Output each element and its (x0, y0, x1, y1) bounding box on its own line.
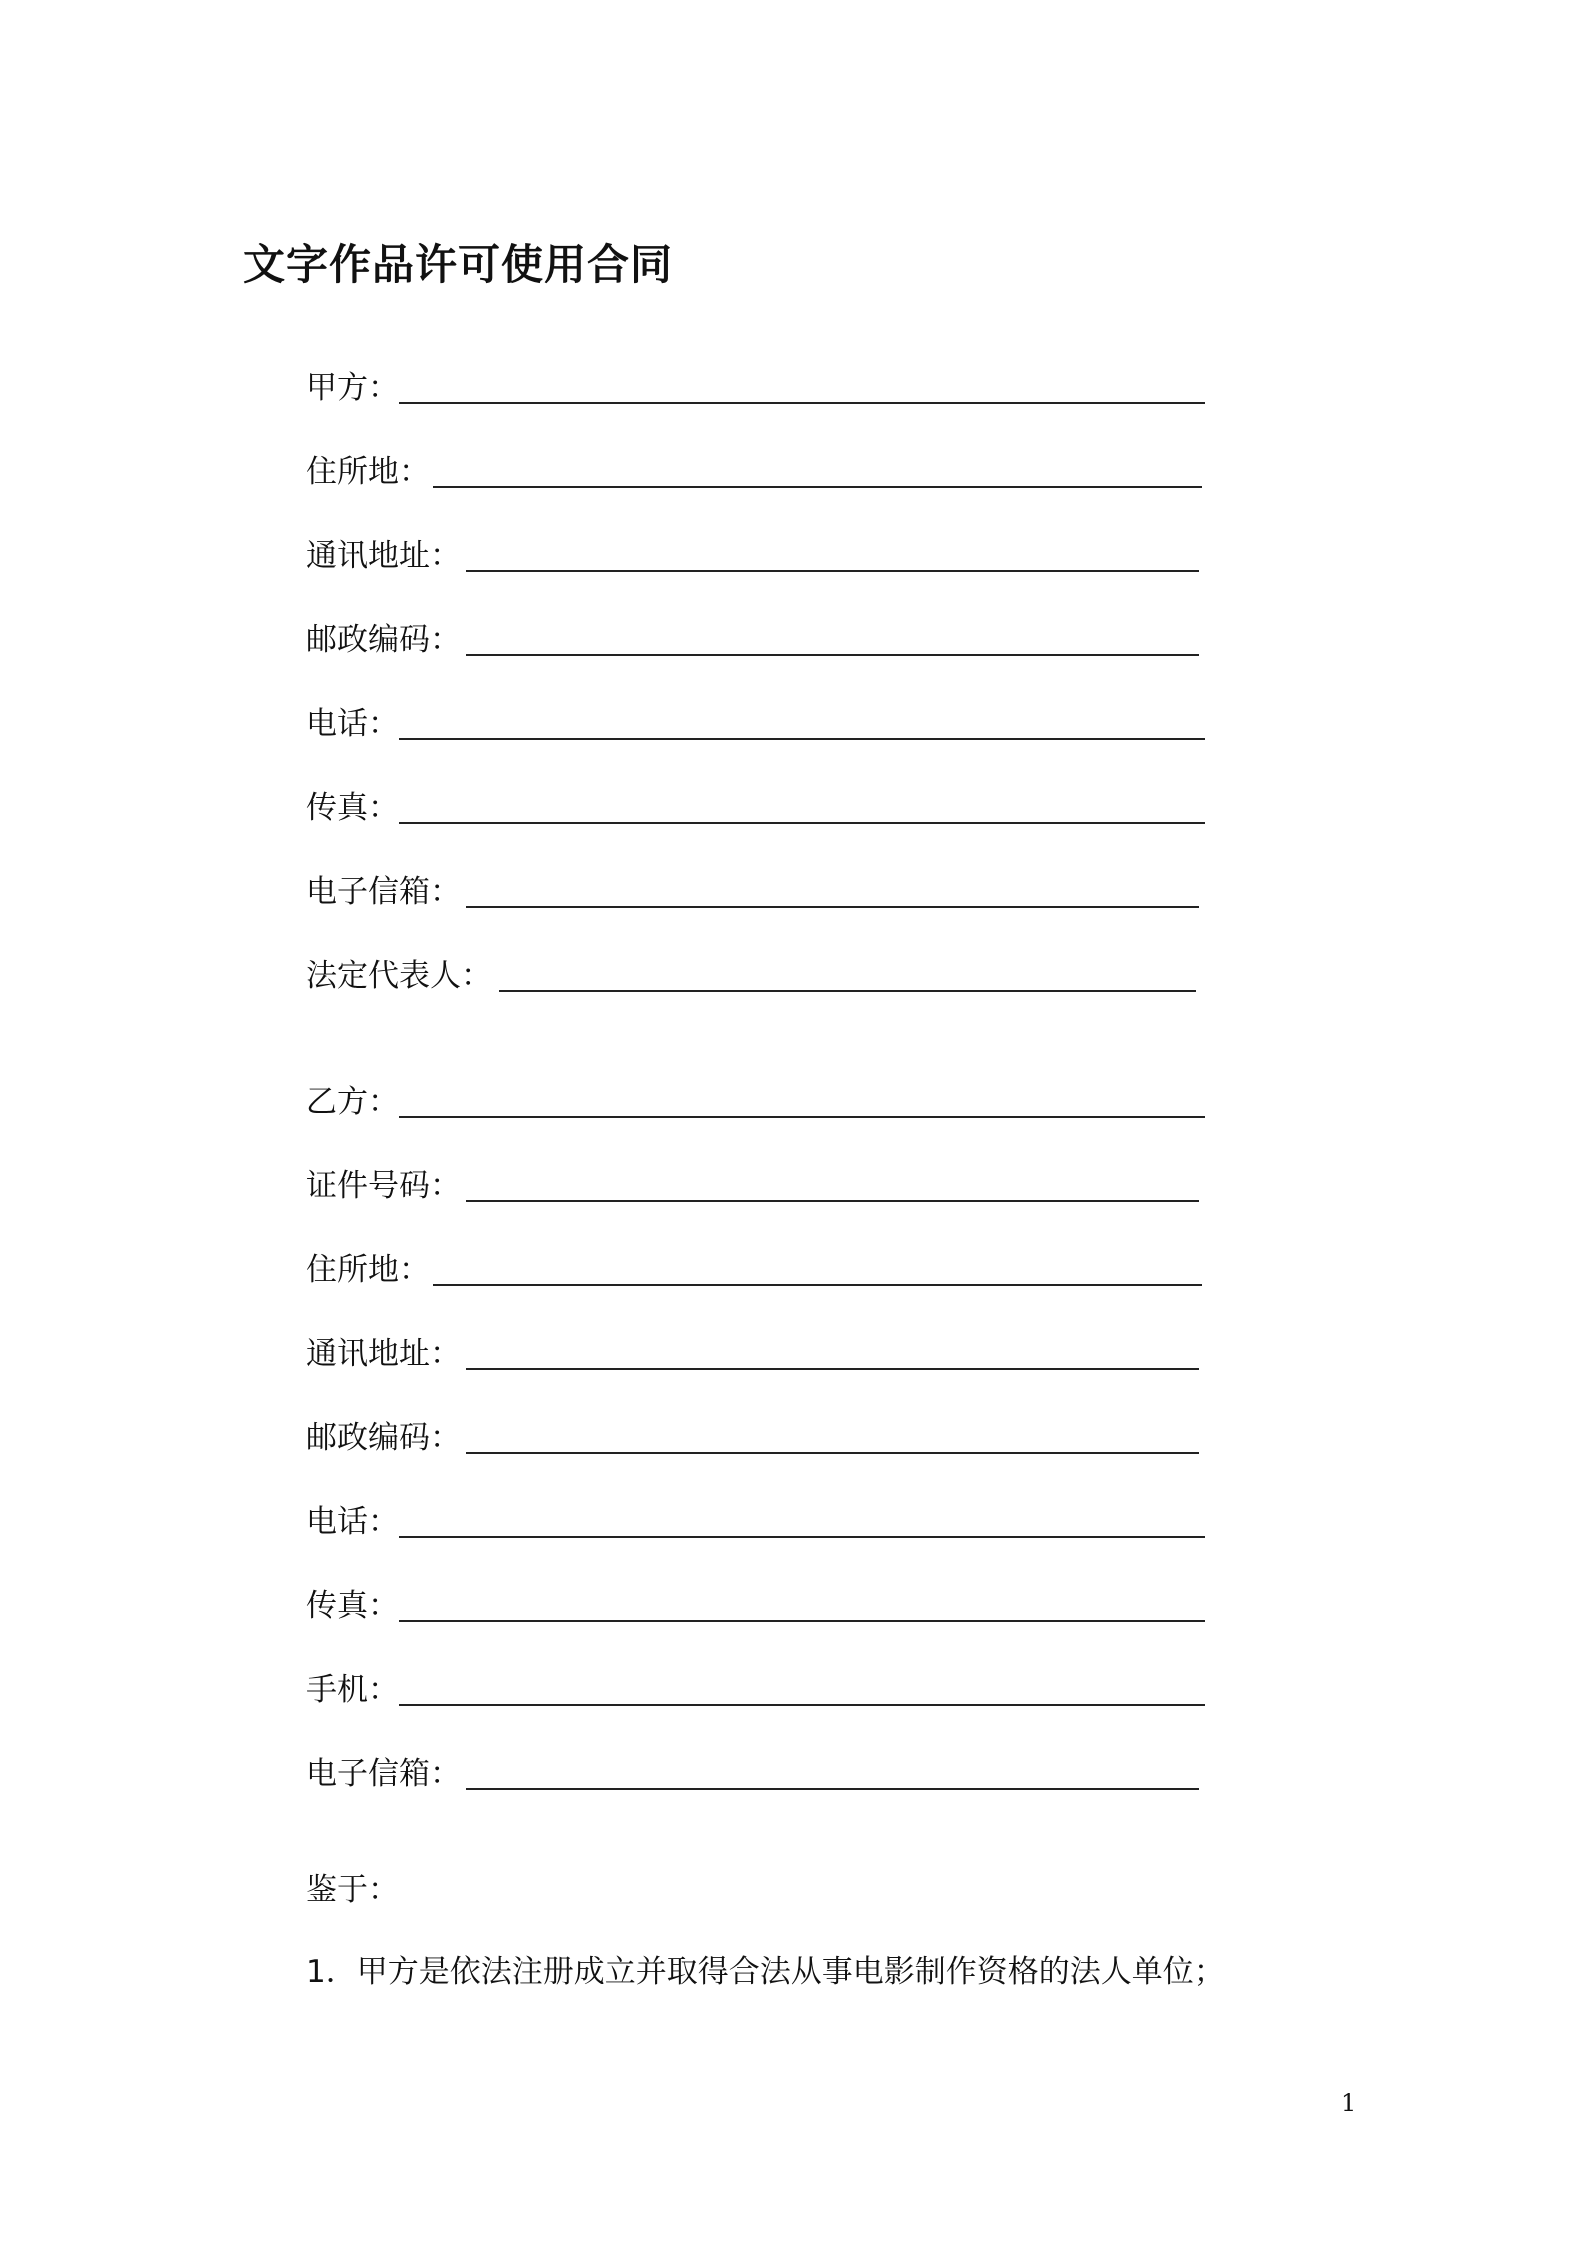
field-label: 甲方 (306, 370, 368, 406)
blank-line (399, 822, 1205, 824)
party-a-mailing-address-field (306, 534, 461, 578)
field-label: 邮政编码 (306, 1420, 430, 1456)
party-a-fax-field (306, 786, 399, 830)
party-b-postal-code-field (306, 1416, 461, 1460)
whereas-label: 鉴于： (306, 1872, 399, 1908)
blank-line (399, 1536, 1205, 1538)
field-label: 法定代表人 (306, 958, 461, 994)
blank-line (399, 738, 1205, 740)
party-a-email-field (306, 870, 461, 914)
page-number: 1 (1341, 2089, 1357, 2117)
party-b-mobile-field (306, 1668, 399, 1712)
party-b-fax-field (306, 1584, 399, 1628)
party-b-name-field (306, 1080, 399, 1124)
blank-line (466, 906, 1199, 908)
blank-line (466, 654, 1199, 656)
field-label: 电子信箱 (306, 1756, 430, 1792)
field-label: 传真 (306, 790, 368, 826)
field-colon: ： (430, 1168, 461, 1204)
field-label: 乙方 (306, 1084, 368, 1120)
document-title: 文字作品许可使用合同 (243, 240, 674, 289)
field-label: 住所地 (306, 454, 399, 490)
field-colon: ： (430, 1756, 461, 1792)
field-colon: ： (368, 370, 399, 406)
field-label: 通讯地址 (306, 538, 430, 574)
party-b-domicile-field (306, 1248, 430, 1292)
clause-text: 甲方是依法注册成立并取得合法从事电影制作资格的法人单位； (356, 1954, 1225, 1990)
party-a-domicile-field (306, 450, 430, 494)
blank-line (466, 1452, 1199, 1454)
blank-line (466, 1368, 1199, 1370)
blank-line (399, 402, 1205, 404)
field-colon: ： (399, 454, 430, 490)
party-a-postal-code-field (306, 618, 461, 662)
field-colon: ： (461, 958, 492, 994)
field-colon: ： (430, 1420, 461, 1456)
party-b-phone-field (306, 1500, 399, 1544)
field-label: 邮政编码 (306, 622, 430, 658)
field-colon: ： (368, 1672, 399, 1708)
field-label: 证件号码 (306, 1168, 430, 1204)
blank-line (433, 486, 1202, 488)
party-a-phone-field (306, 702, 399, 746)
blank-line (499, 990, 1196, 992)
blank-line (399, 1116, 1205, 1118)
blank-line (466, 570, 1199, 572)
blank-line (399, 1620, 1205, 1622)
blank-line (433, 1284, 1202, 1286)
party-b-id-number-field (306, 1164, 461, 1208)
field-label: 通讯地址 (306, 1336, 430, 1372)
party-a-legal-representative-field (306, 954, 492, 998)
field-label: 手机 (306, 1672, 368, 1708)
party-b-mailing-address-field (306, 1332, 461, 1376)
field-colon: ： (368, 706, 399, 742)
blank-line (399, 1704, 1205, 1706)
field-colon: ： (430, 538, 461, 574)
field-colon: ： (368, 1588, 399, 1624)
blank-line (466, 1788, 1199, 1790)
field-colon: ： (430, 874, 461, 910)
field-label: 电子信箱 (306, 874, 430, 910)
field-colon: ： (368, 1504, 399, 1540)
blank-line (466, 1200, 1199, 1202)
field-label: 住所地 (306, 1252, 399, 1288)
field-label: 电话 (306, 706, 368, 742)
field-colon: ： (399, 1252, 430, 1288)
field-colon: ： (368, 1084, 399, 1120)
party-a-name-field (306, 366, 399, 410)
clause-1 (306, 1950, 1225, 1994)
field-label: 电话 (306, 1504, 368, 1540)
field-colon: ： (430, 1336, 461, 1372)
clause-number: 1． (306, 1954, 357, 1990)
field-colon: ： (430, 622, 461, 658)
party-b-email-field (306, 1752, 461, 1796)
field-colon: ： (368, 790, 399, 826)
field-label: 传真 (306, 1588, 368, 1624)
